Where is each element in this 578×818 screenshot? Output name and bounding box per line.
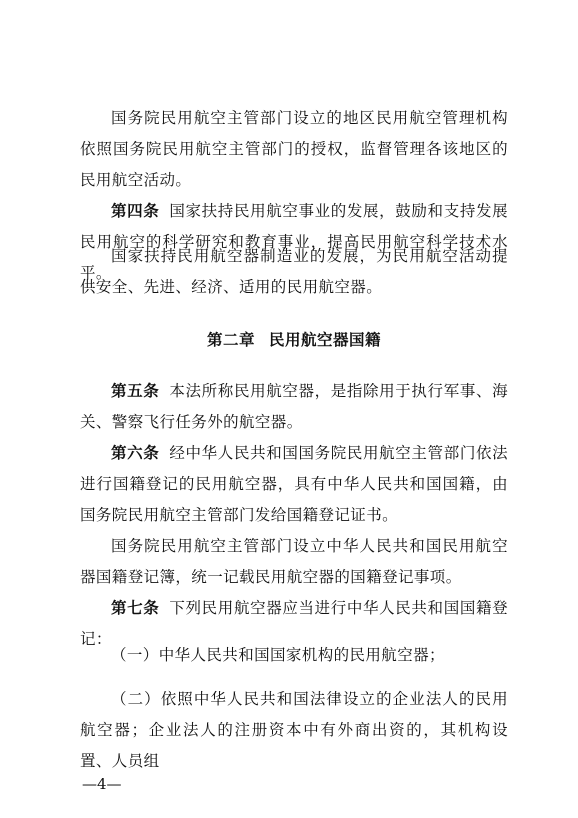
paragraph-text: 本法所称民用航空器，是指除用于执行军事、海关、警察飞行任务外的航空器。	[80, 382, 508, 431]
paragraph-text: 国务院民用航空主管部门设立中华人民共和国民用航空器国籍登记簿，统一记载民用航空器的国籍登记事项。	[80, 537, 508, 586]
article-heading: 第四条	[111, 202, 160, 220]
paragraph-manufacturing	[80, 241, 508, 303]
chapter-title: 民用航空器国籍	[268, 331, 381, 349]
article-heading: 第七条	[111, 599, 160, 617]
list-item-1	[80, 640, 508, 671]
paragraph-registry-book	[80, 531, 508, 593]
paragraph-text: （一）中华人民共和国国家机构的民用航空器；	[111, 646, 445, 664]
chapter-number: 第二章	[207, 331, 256, 349]
paragraph-text: 下列民用航空器应当进行中华人民共和国国籍登记：	[80, 599, 508, 648]
paragraph-text: 国务院民用航空主管部门设立的地区民用航空管理机构依照国务院民用航空主管部门的授权，监督管理各该地区的民用航空活动。	[80, 109, 508, 189]
chapter-heading	[80, 329, 508, 351]
paragraph-text: 经中华人民共和国国务院民用航空主管部门依法进行国籍登记的民用航空器，具有中华人民共和国国籍，由国务院民用航空主管部门发给国籍登记证书。	[80, 444, 508, 524]
paragraph-text: 国家扶持民用航空事业的发展，鼓励和支持发展民用航空的科学研究和教育事业，提高民用航空科学技术水平。	[80, 202, 508, 282]
article-heading: 第六条	[111, 444, 160, 462]
paragraph-regional-authority	[80, 103, 508, 196]
page-number: —4—	[82, 775, 122, 793]
article-5	[80, 376, 508, 438]
list-item-2	[80, 684, 508, 777]
article-6	[80, 438, 508, 531]
article-heading: 第五条	[111, 382, 160, 400]
paragraph-text: （二）依照中华人民共和国法律设立的企业法人的民用航空器；企业法人的注册资本中有外商出资的，其机构设置、人员组	[80, 690, 508, 770]
paragraph-text: 国家扶持民用航空器制造业的发展，为民用航空活动提供安全、先进、经济、适用的民用航空器。	[80, 247, 508, 296]
